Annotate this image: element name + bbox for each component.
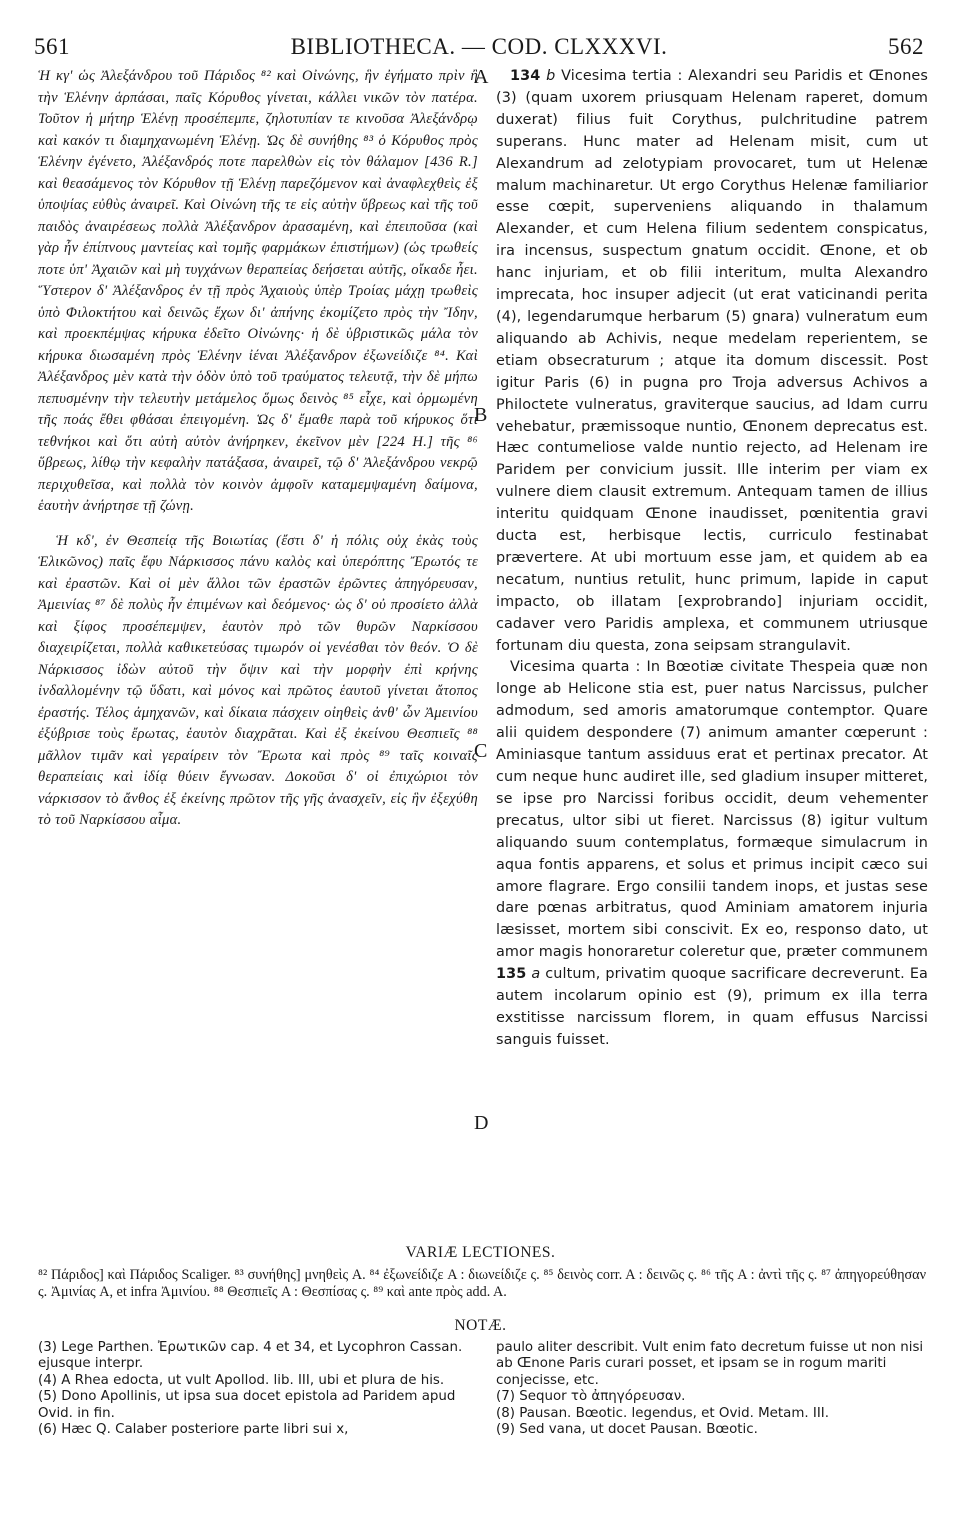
variae-heading: VARIÆ LECTIONES. bbox=[405, 1244, 556, 1261]
latin-paragraph-2 bbox=[496, 657, 928, 1051]
notae-heading: NOTÆ. bbox=[454, 1317, 507, 1334]
note-4: (4) A Rhea edocta, ut vult Apollod. lib. III, ubi et plura de his. bbox=[38, 1372, 445, 1388]
note-6: (6) Hæc Q. Calaber posteriore parte libri sui x, bbox=[38, 1422, 349, 1438]
latin-column bbox=[496, 66, 928, 1052]
variae-lectiones: ⁸² Πάριδος] καὶ Πάριδος Scaliger. ⁸³ συνήθης] μνηθεὶς A. ⁸⁴ ἐξωνείδιζε A : διωνείδιζε ς. ⁸⁵ δεινὸς corr. A : δεινῶς ς. ⁸⁶ τῆς A : ἀντὶ τῆς ς. ⁸⁷ ἀπηγορεύθησαν ς. Ἀμινίας A, et infra Ἀμινίου. ⁸⁸ Θεσπιεῖς A : Θεσπίσας ς. ⁸⁹ καὶ ante πρὸς add. A. bbox=[38, 1267, 926, 1300]
greek-column bbox=[38, 66, 478, 832]
notes-left-column bbox=[38, 1340, 478, 1438]
note-6-continued: paulo aliter describit. Vult enim fato decretum fuisse ut non nisi ab Œnone Paris curari posset, et ipsam se in rogum mariti conjecisse, etc. bbox=[496, 1340, 924, 1388]
note-8: (8) Pausan. Bœotic. legendus, et Ovid. Metam. III. bbox=[496, 1405, 830, 1421]
page-header bbox=[34, 34, 924, 60]
latin-paragraph-1-text: Vicesima tertia : Alexandri seu Paridis et Œnones (3) (quam uxorem priusquam Helenam raperet, domum duxerat) filius fuit Corythus, pulchritudine patrem superans. Hunc mater ad Helenam misit, cum ut Alexandrum ad zelotypiam provocaret, tum ut Helenæ malum machinaretur. Ut ergo Corythus Helenæ familiarior esse cœpit, superveniens aliquando in thalamum Alexander, et cum Helena filium sedentem conspicatus, ira incensus, suspectum gnatum occidit. Œnone, et ob hanc injuriam, et ob filii interitum, multa Alexandro imprecata, hoc insuper adjecit (ut erat vaticinandi perita (4), legendarumque herbarum (5) gnara) vulneratum eum aliquando ab Achivis, neque medelam reperientem, se etiam obsecraturum ; atque ita domum discessit. Post igitur Paris (6) in pugna pro Troja adversus Achivos a Philoctete vulneratus, graviterque saucius, ad Idam curru vehebatur, præmissoque nuntio, Œnonem deprecatus est. Hæc contumeliose valde nuntio rejecto, ad Helenam ire Paridem per convicium jussit. Ille interim per viam ex vulnere diem clausit extremum. Antequam tamen de illius interitu quidquam Œnone inaudisset, pœnitentia gravi ducta est, herbisque lectis, curriculo festinabat prævertere. At ubi mortuum esse jam, et quidem ab ea necatum, nuntius retulit, hunc primum, lapide in caput impacto, ob illatam [exprobrando] injuriam occidit, cadaver vero Paridis amplexa, et communem utriusque fortunam diu questa, zona seipsam strangulavit. bbox=[496, 68, 928, 654]
page-number-left: 561 bbox=[34, 34, 70, 59]
note-9: (9) Sed vana, ut docet Pausan. Bœotic. bbox=[496, 1422, 758, 1438]
page-ref-134-suffix: b bbox=[546, 68, 556, 84]
latin-paragraph-1 bbox=[496, 66, 928, 657]
latin-paragraph-2-text-b: cultum, privatim quoque sacrificare decreverunt. Ea autem incolarum opinio est (9), primum ex illa terra exstitisse narcissum florem, in quam effusus Narcissi sanguis fuisset. bbox=[496, 966, 928, 1048]
notes-right-column bbox=[496, 1340, 926, 1438]
page-number-right: 562 bbox=[888, 34, 924, 59]
note-7: (7) Sequor τὸ ἀπηγόρευσαν. bbox=[496, 1389, 686, 1405]
latin-paragraph-2-text-a: Vicesima quarta : In Bœotiæ civitate Thespeia quæ non longe ab Helicone stia est, puer natus Narcissus, pulcher admodum, sed amoris amatorumque contemptor. Quare alii quidem despondere (7) animum amanter cœperunt : Aminiasque tantum assiduus erat et pertinax precator. At cum neque hunc audiret ille, sed gladium insuper mitteret, se ipse pro Narcissi foribus occidit, deum vehementer precatus, ultor sibi ut fieret. Narcissus (8) igitur vultum aliquando suum contemplatus, formæque simulacrum in aqua fontis apparens, et solus et primus incipit cæco sui amore flagrare. Ergo consilii tandem inops, et justas sese dare pœnas arbitratus, quod Aminiam amatorem injuria læsisset, mortem sibi conscivit. Ex eo, responso dato, ut amor magis honoraretur coleretur que, præter communem bbox=[496, 659, 928, 961]
note-3: (3) Lege Parthen. Ἐρωτικῶν cap. 4 et 34, et Lycophron Cassan. ejusque interpr. bbox=[38, 1340, 463, 1372]
page-ref-135: 135 bbox=[496, 966, 527, 983]
note-5: (5) Dono Apollinis, ut ipsa sua docet epistola ad Paridem apud Ovid. in fin. bbox=[38, 1389, 456, 1421]
running-title: BIBLIOTHECA. — COD. CLXXXVI. bbox=[290, 34, 668, 59]
margin-letter-c: C bbox=[474, 740, 488, 762]
page-ref-134: 134 bbox=[510, 68, 541, 84]
margin-letter-b: B bbox=[474, 404, 488, 426]
page-ref-135-suffix: a bbox=[531, 966, 541, 983]
greek-paragraph-1: Ἡ κγ' ὡς Ἀλεξάνδρου τοῦ Πάριδος ⁸² καὶ Οἰνώνης, ἣν ἐγήματο πρὶν ἢ τὴν Ἑλένην ἁρπάσαι, παῖς Κόρυθος γίνεται, κάλλει νικῶν τὸν πατέρα. Τοῦτον ἡ μήτηρ Ἑλένῃ προσέπεμπε, ζηλοτυπίαν τε κινοῦσα Ἀλεξάνδρῳ καὶ κακόν τι διαμηχανωμένη Ἑλένῃ. Ὡς δὲ συνήθης ⁸³ ὁ Κόρυθος πρὸς Ἑλένην ἐγένετο, Ἀλέξανδρός ποτε παρελθὼν εἰς τὸν θάλαμον [436 R.] καὶ θεασάμενος τὸν Κόρυθον τῇ Ἑλένῃ παρεζόμενον καὶ ἀναφλεχθεὶς ἐξ ὑποψίας εὐθὺς ἀναιρεῖ. Καὶ Οἰνώνη τῆς τε εἰς αὐτὴν ὕβρεως καὶ τῆς τοῦ παιδὸς ἀναιρέσεως πολλὰ Ἀλέξανδρον ἀρασαμένη, καὶ ἐπειποῦσα (καὶ γὰρ ἦν ἐπίπνους μαντείας καὶ τομῆς φαρμάκων ἐπιστήμων) (ὡς τρωθείς ποτε ὑπ' Ἀχαιῶν καὶ μὴ τυγχάνων θεραπείας δεήσεται αὐτῆς, οἴκαδε ἧει. Ὕστερον δ' Ἀλέξανδρος ἐν τῇ πρὸς Ἀχαιοὺς ὑπὲρ Τροίας μάχῃ τρωθεὶς ὑπὸ Φιλοκτήτου καὶ δεινῶς ἔχων δι' ἀπήνης ἐκομίζετο πρὸς τὴν Ἴδην, καὶ προεκπέμψας κήρυκα ἐδεῖτο Οἰνώνης· ἡ δὲ ὑβριστικῶς μάλα τὸν κήρυκα διωσαμένη πρὸς Ἑλένην ἰέναι Ἀλέξανδρον ἐξωνείδιζε ⁸⁴. Καὶ Ἀλέξανδρος μὲν κατὰ τὴν ὁδὸν ὑπὸ τοῦ τραύματος τελευτᾷ, τὴν δὲ μήπω πεπυσμένην τὴν τελευτὴν μετάμελος ὅμως δεινὸς ⁸⁵ εἶχε, καὶ ὁρμωμένη τῆς ποάς ἔθει φθάσαι ἐπειγομένη. Ὡς δ' ἔμαθε παρὰ τοῦ κήρυκος ὅτι τεθνήκοι καὶ ὅτι αὐτὴ αὐτὸν ἀνήρηκεν, ἐκεῖνον μὲν [224 H.] τῆς ⁸⁶ ὕβρεως, λίθῳ τὴν κεφαλὴν πατάξασα, ἀναιρεῖ, τῷ δ' Ἀλεξάνδρου νεκρῷ περιχυθεῖσα, καὶ πολλὰ τὸν κοινὸν ἀμφοῖν καταμεμψαμένη δαίμονα, ἑαυτὴν ἀνήρτησε τῇ ζώνῃ. bbox=[38, 68, 478, 514]
margin-letter-a: A bbox=[474, 66, 489, 88]
margin-letter-d: D bbox=[474, 1112, 489, 1134]
greek-paragraph-2: Ἡ κδ', ἐν Θεσπείᾳ τῆς Βοιωτίας (ἔστι δ' ἡ πόλις οὐχ ἑκὰς τοὺς Ἑλικῶνος) παῖς ἔφυ Νάρκισσος πάνυ καλὸς καὶ ὑπερόπτης Ἔρωτός τε καὶ ἐραστῶν. Καὶ οἱ μὲν ἄλλοι τῶν ἐραστῶν ἐρῶντες ἀπηγόρευσαν, Ἀμεινίας ⁸⁷ δὲ πολὺς ἦν ἐπιμένων καὶ δεόμενος· ὡς δ' οὐ προσίετο ἀλλὰ καὶ ξίφος προσέπεμψεν, ἑαυτὸν πρὸ τῶν θυρῶν Ναρκίσσου διαχειρίζεται, πολλὰ καθικετεύσας τιμωρόν οἱ γενέσθαι τὸν θεόν. Ὁ δὲ Νάρκισσος ἰδὼν αὐτοῦ τὴν ὄψιν καὶ τὴν μορφὴν ἐπὶ κρήνης ἰνδαλλομένην τῷ ὕδατι, καὶ μόνος καὶ πρῶτος ἑαυτοῦ γίνεται ἄτοπος ἐραστής. Τέλος ἀμηχανῶν, καὶ δίκαια πάσχειν οἰηθεὶς ἀνθ' ὧν Ἀμεινίου ἐξύβρισε τοὺς ἔρωτας, ἑαυτὸν διαχρᾶται. Καὶ ἐξ ἐκείνου Θεσπιεῖς ⁸⁸ μᾶλλον τιμᾶν καὶ γεραίρειν τὸν Ἔρωτα καὶ πρὸς ⁸⁹ ταῖς κοιναῖς θεραπείαις καὶ ἰδίᾳ θύειν ἔγνωσαν. Δοκοῦσι δ' οἱ ἐπιχώριοι τὸν νάρκισσον τὸ ἄνθος ἐξ ἐκείνης πρῶτον τῆς γῆς ἀνασχεῖν, εἰς ἣν ἐξεχύθη τὸ τοῦ Ναρκίσσου αἷμα. bbox=[38, 532, 478, 828]
